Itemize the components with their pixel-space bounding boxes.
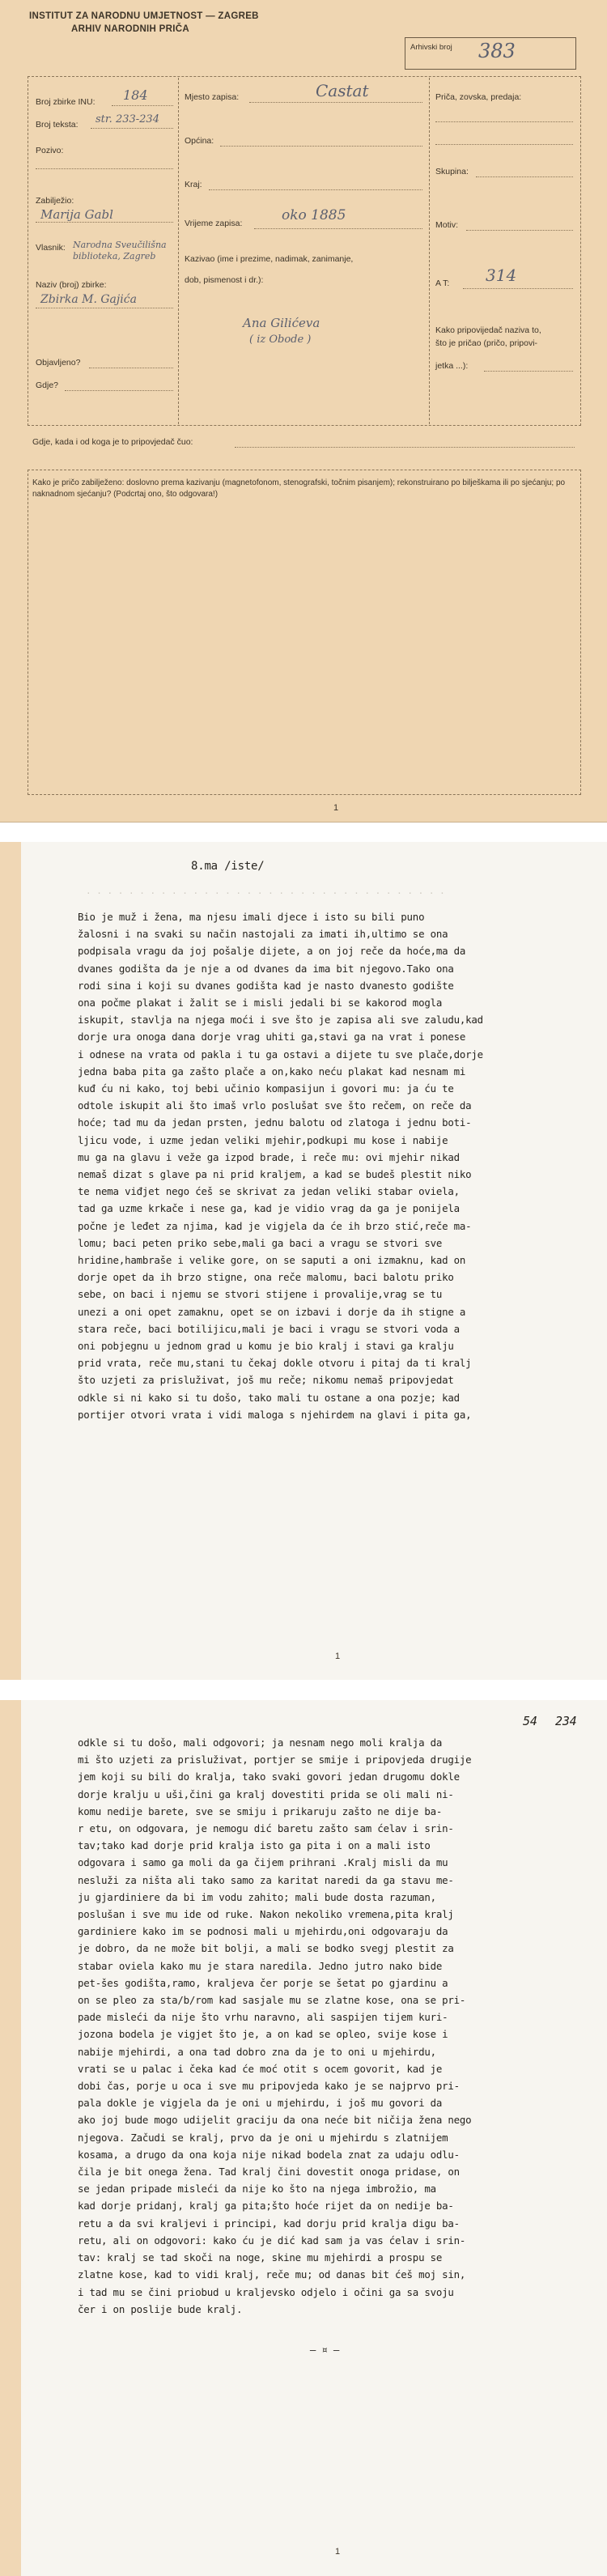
text-line: tad ga uzme krkače i nese ga, kad je vidio vrag da ga je ponijela bbox=[78, 1202, 460, 1215]
page-reference: 54 bbox=[523, 1714, 537, 1728]
text-line: pala dokle je vigjela da je oni u mjehirdu, i još mu govori da bbox=[78, 2097, 443, 2110]
text-line: lomu; baci peten priko sebe,mali ga baci a vragu se stvori sve bbox=[78, 1236, 443, 1249]
field-line bbox=[435, 121, 573, 122]
text-line: poslušan i sve mu ide od ruke. Nakon nekoliko vremena,pita kralj bbox=[78, 1908, 454, 1921]
text-line: rodi sina i koji su dvanes godišta kad je nasto dvanesto godište bbox=[78, 979, 454, 992]
text-line: podpisala vragu da joj pošalje dijete, a on joj reče da hoće,ma da bbox=[78, 945, 466, 958]
narrator-origin: ( iz Obode ) bbox=[249, 334, 312, 346]
text-line: dorje opet da ih brzo stigne, ona reče malomu, baci balotu priko bbox=[78, 1271, 454, 1284]
field-line bbox=[254, 228, 422, 229]
text-line: zlatne kose, kad to vidi kralj, reče mu; od danas bit ćeš moj sin, bbox=[78, 2268, 466, 2281]
region-label: Kraj: bbox=[185, 180, 202, 189]
text-line: oni pobjegnu u jednom grad u komu je bio kralj i stavi ga kralju bbox=[78, 1340, 454, 1353]
text-line: i tad mu se čini priobud u kraljevsko odjelo i očini ga sa svoju bbox=[78, 2285, 454, 2298]
text-line: vrati se u palac i čeka kad će moć otit s ocem govorit, kad je bbox=[78, 2062, 443, 2075]
field-line bbox=[36, 168, 173, 169]
text-line: žalosni i na svaki su način nastojali za imati ih,ultimo se ona bbox=[78, 928, 448, 941]
text-line: stara reče, baci botilijicu,mali je baci i vragu se stvori voda a bbox=[78, 1322, 460, 1335]
closing-mark: – ¤ – bbox=[309, 2344, 340, 2356]
owner-label: Vlasnik: bbox=[36, 243, 66, 253]
page-number: 1 bbox=[335, 1651, 341, 1661]
text-line: ljicu vode, i uzme jedan veliki mjehir,podkupi mu kose i nabije bbox=[78, 1133, 448, 1146]
text-line: nabije mjehirdi, a ona tad dobro zna da je to oni u mjehirdu, bbox=[78, 2045, 436, 2058]
field-line bbox=[209, 189, 422, 190]
text-line: Bio je muž i žena, ma njesu imali djece i isto su bili puno bbox=[78, 911, 425, 923]
field-line bbox=[65, 390, 173, 391]
typescript-page-2 bbox=[0, 1700, 607, 2576]
text-line: počne je leđet za njima, kad je vigjela da će ih brzo stić,reče ma- bbox=[78, 1219, 472, 1232]
text-line: se jedan pripade misleći da nije ko što na njega imbrožio, ma bbox=[78, 2183, 436, 2196]
owner-value: Narodna Sveučilišna biblioteka, Zagreb bbox=[73, 240, 167, 261]
collection-name-label: Naziv (broj) zbirke: bbox=[36, 280, 107, 290]
field-line bbox=[112, 105, 173, 106]
text-line: čer i on poslije bude kralj. bbox=[78, 2302, 243, 2315]
at-value: 314 bbox=[486, 266, 517, 285]
text-line: kosama, a drugo da ona koja nije nikad bodela znat za udaju odlu- bbox=[78, 2148, 460, 2161]
place-value: Castat bbox=[316, 81, 369, 100]
text-line: retu a da svi kraljevi i principi, kad dorju prid kralja digu ba- bbox=[78, 2217, 460, 2230]
text-line: kad dorje pridanj, kralj ga pita;što hoće rijet da on nedije ba- bbox=[78, 2200, 454, 2213]
text-number-label: Broj teksta: bbox=[36, 120, 79, 130]
date-value: oko 1885 bbox=[282, 207, 346, 223]
text-line: jedna baba pita ga zašto plače a on,kako neću plakat kad nesnam mi bbox=[78, 1065, 466, 1078]
field-line bbox=[235, 447, 575, 448]
recorder-value: Marija Gabl bbox=[40, 207, 113, 222]
institute-name: INSTITUT ZA NARODNU UMJETNOST — ZAGREB bbox=[29, 11, 259, 21]
archive-name: ARHIV NARODNIH PRIČA bbox=[71, 24, 189, 34]
text-number-value: str. 233-234 bbox=[96, 113, 159, 125]
where-label: Gdje? bbox=[36, 380, 59, 390]
page-number: 1 bbox=[333, 803, 339, 813]
field-line bbox=[463, 288, 573, 289]
text-line: odtole iskupit ali što imaš vrlo poslušat sve što rečem, on reče da bbox=[78, 1099, 472, 1112]
text-line: ako joj bude mogo udijelit graciju da ona neće bit ničija žena nego bbox=[78, 2114, 472, 2127]
story-heading: 8.ma /iste/ bbox=[191, 860, 265, 873]
story-text-page-1 bbox=[78, 908, 607, 1423]
text-line: on se pleo za sta/b/rom kad sasjale mu se zlatne kose, ona se pri- bbox=[78, 1994, 466, 2007]
text-line: pet-šes godišta,ramo, kraljeva čer porje se šetat po gjardinu a bbox=[78, 1976, 448, 1989]
typescript-page-1 bbox=[0, 842, 607, 1680]
recording-method-text: Kako je pričo zabilježeno: doslovno prema kazivanju (magnetofonom, stenografski, točnim pisanjem); rekonstruirano po bilješkama ili po sjećanju; po naknadnom sjećanju? (Podcrtaj ono, što odgovara!) bbox=[32, 478, 566, 499]
text-line: retu, ali on odgovori: kako ću je dić kad sam ja vas ćelav i srin- bbox=[78, 2234, 466, 2247]
recorder-label: Zabilježio: bbox=[36, 196, 74, 206]
field-line bbox=[249, 102, 422, 103]
text-line: odkle si tu došo, mali odgovori; ja nesnam nego moli kralja da bbox=[78, 1736, 443, 1749]
text-line: r etu, on odgovara, je nemogu dić baretu zašto sam ćelav i srin- bbox=[78, 1822, 454, 1835]
text-line: dorje ura onoga dana dorje vrag uhiti ga,stavi ga na vrat i ponese bbox=[78, 1031, 466, 1044]
text-line: hoće; tad mu da jedan prsten, jednu balotu od zlatoga i jednu boti- bbox=[78, 1116, 472, 1129]
text-line: sebe, on baci i njemu se stvori stijene i provalije,vrag se tu bbox=[78, 1288, 443, 1301]
text-line: mi što uzjeti za prisluživat, portjer se smije i pripovjeda drugije bbox=[78, 1753, 472, 1766]
group-label: Skupina: bbox=[435, 167, 469, 176]
text-line: odkle si ni kako si tu došo, tako mali tu ostane a ona pozje; kad bbox=[78, 1391, 460, 1404]
text-line: portijer otvori vrata i vidi maloga s njehirdem na glavi i pita ga, bbox=[78, 1408, 472, 1421]
text-line: što uzjeti za prisluživat, još mu reče; nikomu nemaš pripovjedat bbox=[78, 1374, 454, 1387]
text-line: unezi a oni opet zamaknu, opet se on izbavi i dorje da ih stigne a bbox=[78, 1305, 466, 1318]
collection-name-value: Zbirka M. Gajića bbox=[40, 293, 137, 306]
page-number: 1 bbox=[335, 2547, 341, 2557]
at-label: A T: bbox=[435, 278, 450, 288]
naming-label-2: što je pričao (pričo, pripovi- bbox=[435, 338, 538, 348]
text-line: nesluži za ništa ali tako samo za karitat naredi da ga stavu me- bbox=[78, 1873, 454, 1886]
recording-method-frame bbox=[28, 470, 581, 795]
text-line: njegova. Začudi se kralj, prvo da je oni u mjehirdu s zlatnijem bbox=[78, 2131, 448, 2144]
text-line: i odnese na vrata od pakla i tu ga ostavi a dijete tu sve plače,dorje bbox=[78, 1048, 483, 1061]
text-line: ju gjardiniere da bi im vodu zahito; mali bude dosta razuman, bbox=[78, 1890, 436, 1903]
field-line bbox=[36, 222, 173, 223]
text-line: mu ga na glavu i veže ga izpod brade, i reče mu: ovi mjehir nikad bbox=[78, 1150, 460, 1163]
text-line: gardiniere kako im se podnosi mali u mjehirdu,oni odgovaraju da bbox=[78, 1925, 448, 1938]
field-line bbox=[91, 128, 173, 129]
narrator-label: Kazivao (ime i prezime, nadimak, zanimanje, bbox=[185, 254, 354, 264]
date-label: Vrijeme zapisa: bbox=[185, 219, 243, 228]
bleed-through-text: . . . . . . . . . . . . . . . . . . . . . . . . . . . . . . . . . . bbox=[86, 886, 445, 896]
text-line: hridine,hambraše i velike gore, on se saputi a oni izmaknu, kad on bbox=[78, 1254, 466, 1267]
text-line: dorje kralju u uši,čini ga kralj dovestiti prida se oli mali ni- bbox=[78, 1787, 454, 1800]
published-label: Objavljeno? bbox=[36, 358, 81, 368]
text-line: odgovara i samo ga moli da ga čijem prihrani .Kralj misli da mu bbox=[78, 1856, 448, 1869]
text-line: stabar oviela kako mu je stara naredila. Jedno jutro nako bide bbox=[78, 1959, 443, 1972]
source-label: Gdje, kada i od koga je to pripovjedač čuo: bbox=[32, 437, 193, 447]
text-line: kuđ ću ni kako, toj bebi učinio kompasijun i govori mu: ja ću te bbox=[78, 1082, 454, 1095]
collection-number-label: Broj zbirke INU: bbox=[36, 97, 96, 107]
field-line bbox=[220, 146, 422, 147]
text-line: komu nedije barete, sve se smiju i prikaruju zašto ne dije ba- bbox=[78, 1804, 443, 1817]
story-type-label: Priča, zovska, predaja: bbox=[435, 92, 522, 102]
motif-label: Motiv: bbox=[435, 220, 459, 230]
archive-number-label: Arhivski broj bbox=[410, 43, 452, 52]
text-line: te nema viđjet nego ćeš se skrivat za jedan veliki stabar oviela, bbox=[78, 1185, 460, 1198]
text-line: iskupit, stavlja na njega moći i sve što je zapisa ali sve zaludu,kad bbox=[78, 1014, 483, 1027]
text-line: tav;tako kad dorje prid kralja isto ga pita i on a mali isto bbox=[78, 1839, 431, 1852]
text-line: čila je bit onega žena. Tad kralj čini dovestit onoga pridase, on bbox=[78, 2166, 460, 2179]
text-line: nemaš dizat s glave pa ni prid kraljem, a kad se budeš plestit niko bbox=[78, 1168, 472, 1181]
column-divider bbox=[178, 78, 179, 424]
index-card bbox=[0, 0, 607, 823]
field-line bbox=[435, 144, 573, 145]
field-line bbox=[484, 371, 573, 372]
text-line: ona počme plakat i žalit se i misli jedali bi se kakorod mogla bbox=[78, 997, 443, 1010]
archive-number-box bbox=[405, 37, 576, 70]
call-label: Pozivo: bbox=[36, 146, 64, 155]
narrator-value: Ana Gilićeva bbox=[243, 316, 320, 330]
naming-label-3: jetka ...): bbox=[435, 361, 469, 371]
collection-number-value: 184 bbox=[123, 87, 148, 103]
text-line: jem koji su bili do kralja, tako svaki govori jedan drugomu dokle bbox=[78, 1770, 460, 1783]
page-reference-2: 234 bbox=[555, 1714, 577, 1728]
municipality-label: Općina: bbox=[185, 136, 214, 146]
archive-number-value: 383 bbox=[478, 40, 516, 62]
text-line: jozona bodela je vigjet što je, a on kad se opleo, svije kose i bbox=[78, 2028, 448, 2041]
text-line: je dobro, da ne može bit bolji, a mali se bodko svegj plestit za bbox=[78, 1942, 454, 1955]
place-label: Mjesto zapisa: bbox=[185, 92, 240, 102]
story-text-page-2 bbox=[78, 1734, 607, 2318]
text-line: dobi čas, porje u oca i sve mu pripovjeda kako je se najprvo pri- bbox=[78, 2080, 460, 2093]
field-line bbox=[466, 230, 573, 231]
column-divider bbox=[429, 78, 430, 424]
text-line: dvanes godišta da je nje a od dvanes da ima bit njegovo.Tako ona bbox=[78, 962, 454, 975]
field-line bbox=[476, 176, 573, 177]
text-line: tav: kralj se tad skoči na noge, skine mu mjehirdi a prospu se bbox=[78, 2251, 443, 2264]
text-line: pade misleći da nije što vrhu naravno, ali saspijen tijem kuri- bbox=[78, 2011, 448, 2024]
narrator-label-2: dob, pismenost i dr.): bbox=[185, 275, 264, 285]
naming-label-1: Kako pripovijedač naziva to, bbox=[435, 325, 541, 335]
text-line: prid vrata, reče mu,stani tu čekaj dokle otvoru i pitaj da ti kralj bbox=[78, 1357, 472, 1370]
